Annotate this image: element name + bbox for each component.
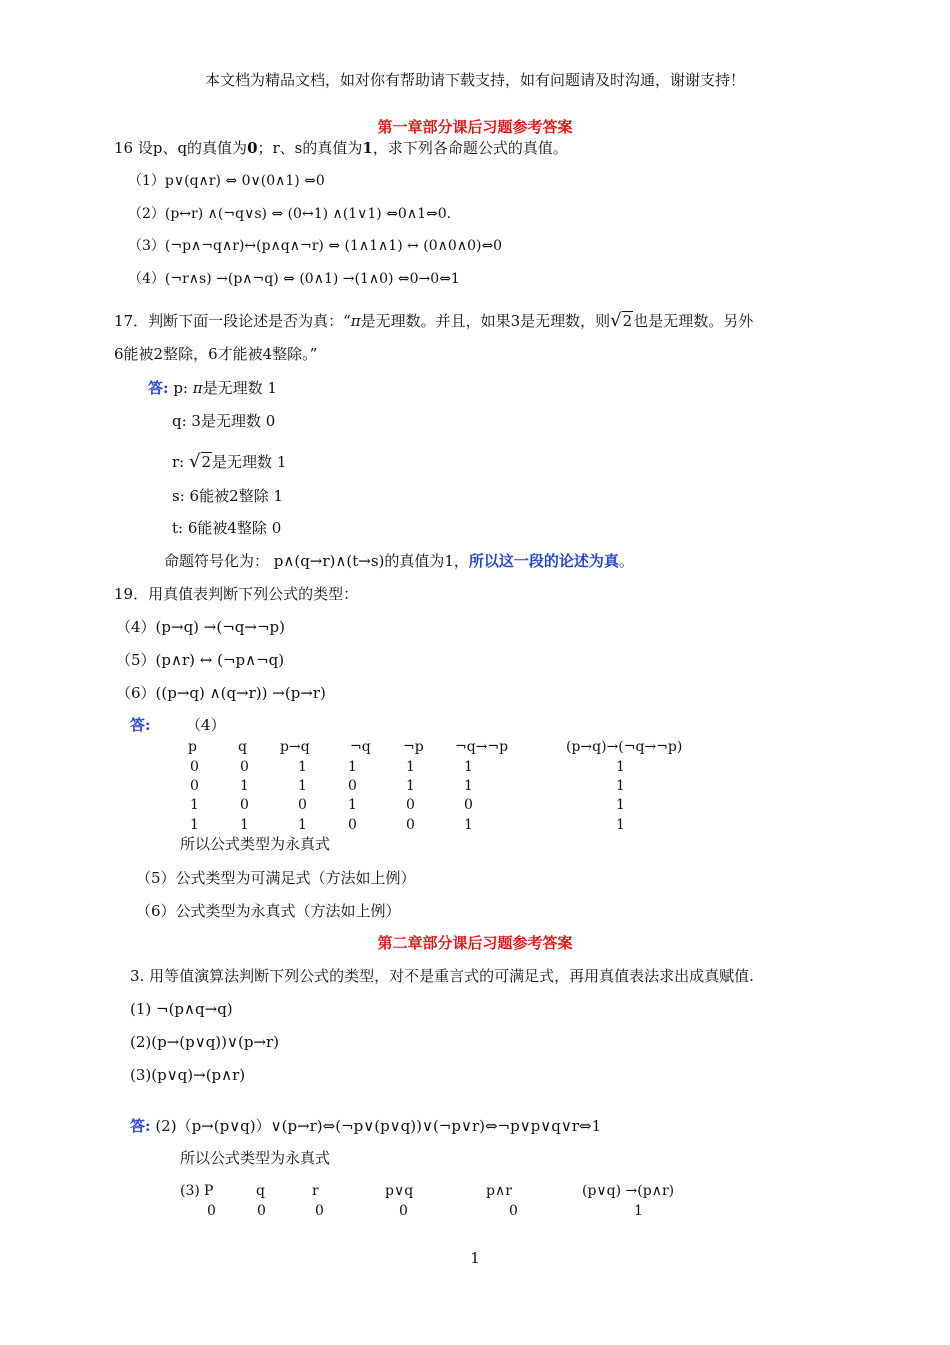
q17-line1: [114, 311, 753, 331]
q17-answer-r: [172, 452, 286, 472]
q17-line2: 6能被2整除，6才能被4整除。”: [114, 345, 318, 363]
q16-zero: 0: [247, 139, 258, 157]
tt3-cell: 0: [509, 1203, 518, 1219]
tt4-cell: 0: [406, 797, 415, 813]
tt4-cell: 1: [464, 778, 473, 794]
q16-intro-b: ；r、s的真值为: [257, 139, 363, 157]
q3-item-2: (2)(p→(p∨q))∨(p→r): [130, 1033, 280, 1051]
tt4-cell: 0: [190, 759, 199, 775]
q19-conclusion-6: （6）公式类型为永真式（方法如上例）: [136, 902, 401, 920]
tt4-cell: 1: [464, 817, 473, 833]
q17-line1-c: 也是无理数。另外: [633, 312, 754, 330]
q19-item-6: （6）((p→q) ∧(q→r)) →(p→r): [116, 684, 326, 702]
tt4-cell: 1: [298, 817, 307, 833]
q3-answer-label: 答:: [130, 1117, 151, 1135]
q16-item-2: （2）(p↔r) ∧(¬q∨s) ⇔ (0↔1) ∧(1∨1) ⇔0∧1⇔0.: [128, 206, 452, 222]
tt4-cell: 1: [616, 797, 625, 813]
tt4-cell: 0: [464, 797, 473, 813]
tt4-cell: 0: [240, 797, 249, 813]
q17-symbolize: [164, 551, 634, 571]
tt4-cell: 0: [348, 778, 357, 794]
tt4-cell: 1: [240, 778, 249, 794]
q3-item-3: (3)(p∨q)→(p∧r): [130, 1066, 246, 1084]
tt3-cell: 0: [207, 1203, 216, 1219]
q17-answer-p: [148, 378, 277, 398]
tt4-cell: 1: [190, 797, 199, 813]
tt3-prefix: (3): [180, 1183, 200, 1199]
tt4-cell: 1: [298, 778, 307, 794]
tt3-header-q: q: [256, 1183, 265, 1199]
tt4-cell: 1: [464, 759, 473, 775]
tt4-header-contra: ¬q→¬p: [455, 739, 509, 755]
q3-intro: 3. 用等值演算法判断下列公式的类型，对不是重言式的可满足式，再用真值表法求出成真赋值.: [130, 967, 754, 985]
q19-item-4: （4）(p→q) →(¬q→¬p): [116, 618, 285, 636]
q17-symbolize-text: 命题符号化为： p∧(q→r)∧(t→s)的真值为1，: [164, 552, 469, 570]
sqrt-radicand: 2: [201, 453, 212, 471]
q16-item-1: （1）p∨(q∧r) ⇔ 0∨(0∧1) ⇔0: [128, 173, 325, 189]
page-header: 本文档为精品文档，如对你有帮助请下载支持，如有问题请及时沟通，谢谢支持！: [204, 71, 745, 89]
tt4-header-notq: ¬q: [350, 739, 371, 755]
q19-intro: 19．用真值表判断下列公式的类型：: [114, 585, 359, 603]
tt4-cell: 0: [298, 797, 307, 813]
q17-p-text: 是无理数 1: [202, 379, 277, 397]
q16-item-3: （3）(¬p∧¬q∧r)↔(p∧q∧¬r) ⇔ (1∧1∧1) ↔ (0∧0∧0)⇔0: [128, 238, 503, 254]
q17-r-label: r:: [172, 453, 185, 471]
q3-answer-2-text: (2)（p→(p∨q)）∨(p→r)⇔(¬p∨(p∨q))∨(¬p∨r)⇔¬p∨p∨q∨r⇔1: [155, 1117, 602, 1135]
q17-p-label: p:: [173, 379, 188, 397]
q17-answer-t: t: 6能被4整除 0: [172, 519, 282, 537]
tt4-header-p: p: [188, 739, 197, 755]
q16-one: 1: [362, 139, 373, 157]
q16-item-4: （4）(¬r∧s) →(p∧¬q) ⇔ (0∧1) →(1∧0) ⇔0→0⇔1: [128, 271, 460, 287]
tt4-cell: 1: [616, 759, 625, 775]
tt3-cell: 0: [315, 1203, 324, 1219]
tt3-header-formula: (p∨q) →(p∧r): [582, 1183, 675, 1199]
q17-answer-label: 答:: [148, 379, 169, 397]
tt3-cell: 0: [257, 1203, 266, 1219]
q17-period: 。: [618, 552, 634, 570]
sqrt-symbol: √2: [189, 451, 212, 472]
q19-conclusion-5: （5）公式类型为可满足式（方法如上例）: [136, 869, 416, 887]
q17-r-text: 是无理数 1: [212, 453, 287, 471]
q17-conclusion: 所以这一段的论述为真: [468, 552, 619, 570]
tt4-cell: 1: [240, 817, 249, 833]
tt4-header-formula: (p→q)→(¬q→¬p): [566, 739, 683, 755]
q17-line1-a: 17．判断下面一段论述是否为真：“: [114, 312, 351, 330]
page-number: 1: [470, 1249, 480, 1267]
tt4-cell: 0: [348, 817, 357, 833]
q17-answer-q: q: 3是无理数 0: [172, 412, 276, 430]
q3-conclusion-2: 所以公式类型为永真式: [180, 1149, 331, 1167]
q19-item-5: （5）(p∧r) ↔ (¬p∧¬q): [116, 651, 285, 669]
q3-answer-2: [130, 1116, 601, 1136]
tt4-cell: 1: [616, 778, 625, 794]
tt4-header-notp: ¬p: [403, 739, 424, 755]
tt4-cell: 1: [298, 759, 307, 775]
chapter1-title: 第一章部分课后习题参考答案: [377, 118, 573, 136]
tt3-header-pandr: p∧r: [486, 1183, 512, 1199]
chapter2-title: 第二章部分课后习题参考答案: [377, 934, 573, 952]
q17-answer-s: s: 6能被2整除 1: [172, 487, 283, 505]
tt4-cell: 1: [406, 778, 415, 794]
q19-sub4-label: （4）: [186, 716, 226, 734]
tt4-cell: 0: [190, 778, 199, 794]
sqrt-radicand: 2: [622, 312, 633, 330]
q16-intro-c: ，求下列各命题公式的真值。: [372, 139, 568, 157]
q19-conclusion-4: 所以公式类型为永真式: [180, 835, 331, 853]
pi-symbol: π: [192, 379, 203, 397]
tt4-cell: 0: [240, 759, 249, 775]
tt4-cell: 1: [616, 817, 625, 833]
tt4-cell: 0: [406, 817, 415, 833]
tt4-cell: 1: [348, 797, 357, 813]
tt3-header-p: P: [204, 1183, 214, 1199]
q19-answer-label: 答:: [130, 716, 151, 734]
sqrt-symbol: √2: [610, 310, 633, 331]
q17-line1-b: 是无理数。并且，如果3是无理数，则: [360, 312, 611, 330]
tt4-header-pq: p→q: [280, 739, 310, 755]
tt4-header-q: q: [238, 739, 247, 755]
q3-item-1: (1) ¬(p∧q→q): [130, 1000, 233, 1018]
tt4-cell: 1: [406, 759, 415, 775]
q16-intro: [114, 138, 568, 158]
tt3-header-porq: p∨q: [385, 1183, 414, 1199]
tt3-cell: 0: [399, 1203, 408, 1219]
tt3-header-r: r: [312, 1183, 319, 1199]
tt4-cell: 1: [190, 817, 199, 833]
q16-intro-a: 16 设p、q的真值为: [114, 139, 248, 157]
tt3-cell: 1: [634, 1203, 643, 1219]
tt4-cell: 1: [348, 759, 357, 775]
pi-symbol: π: [350, 312, 361, 330]
